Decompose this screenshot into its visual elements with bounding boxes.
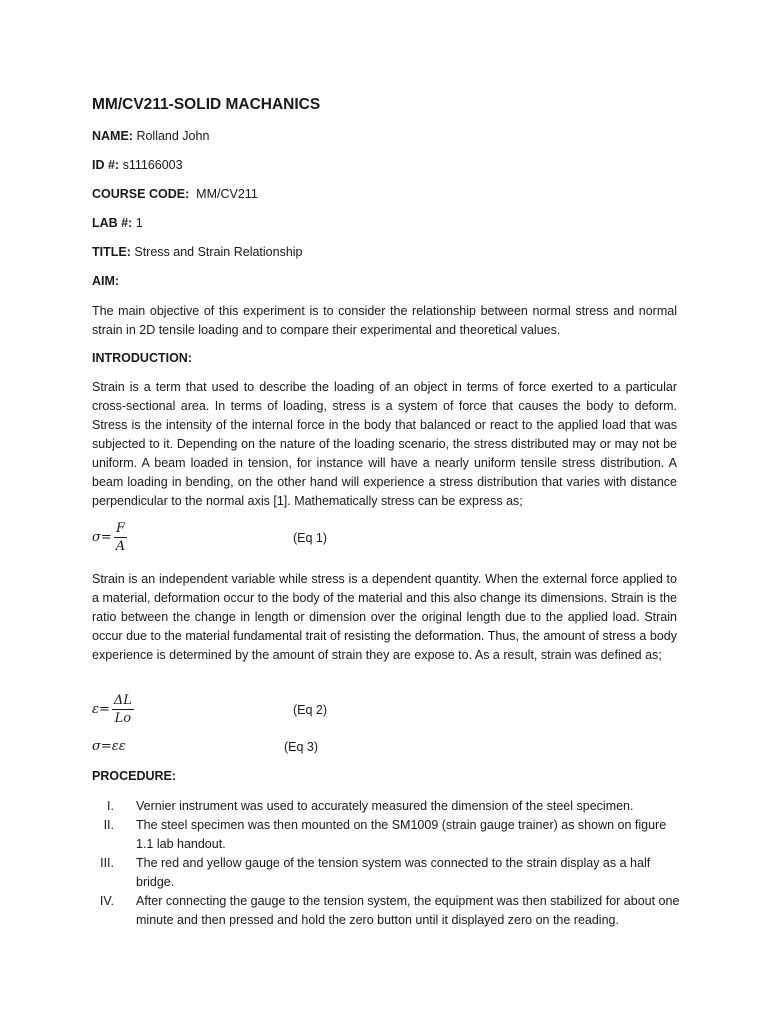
step-number: IV. <box>99 894 114 908</box>
procedure-list <box>92 797 682 930</box>
field-label: LAB #: <box>92 216 133 230</box>
numerator: ΔL <box>113 693 132 708</box>
equation-3: σ=εε <box>92 739 126 754</box>
field-title <box>92 245 303 259</box>
field-value: s11166003 <box>119 158 183 172</box>
procedure-step <box>92 797 682 816</box>
equation-2 <box>92 692 134 727</box>
equation-1 <box>92 520 127 555</box>
field-label: COURSE CODE: <box>92 187 190 201</box>
aim-heading: AIM: <box>92 274 120 288</box>
document-title: MM/CV211-SOLID MACHANICS <box>92 96 321 113</box>
field-value: Stress and Strain Relationship <box>130 245 303 259</box>
aim-paragraph: The main objective of this experiment is to consider the relationship between normal stress and normal strain in 2D tensile loading and to compare their experimental and theoretical values. <box>92 304 677 337</box>
denominator: Lo <box>114 711 132 726</box>
introduction-heading: INTRODUCTION: <box>92 351 192 365</box>
step-text: The red and yellow gauge of the tension system was connected to the strain display as a half bridge. <box>136 856 651 889</box>
introduction-paragraph: Strain is a term that used to describe the loading of an object in terms of force exerted to a particular cross-sectional area. In terms of loading, stress is a system of force that causes the body to deform. Stress is the intensity of the internal force in the body that balanced or react to the applied load that was subjected to it. Depending on the nature of the loading scenario, the stress distributed may or may not be uniform. A beam loaded in tension, for instance will have a nearly uniform tensile stress distribution. A beam loading in bending, on the other hand will experience a stress distribution that varies with distance perpendicular to the normal axis [1]. Mathematically stress can be express as; <box>92 380 677 508</box>
field-label: TITLE: <box>92 245 131 259</box>
step-number: I. <box>107 799 114 813</box>
denominator: A <box>115 539 126 554</box>
strain-paragraph: Strain is an independent variable while stress is a dependent quantity. When the external force applied to a material, deformation occur to the body of the material and this also change its dimensions. Strain is the ratio between the change in length or dimension over the original length due to the applied load. Strain occur due to the material fundamental trait of resisting the deformation. Thus, the amount of stress a body experience is determined by the amount of strain they are expose to. As a result, strain was defined as; <box>92 572 677 662</box>
fraction <box>112 692 134 727</box>
step-text: Vernier instrument was used to accurately measured the dimension of the steel specimen. <box>136 799 634 813</box>
field-course-code <box>92 187 258 201</box>
field-name <box>92 129 209 143</box>
equation-lhs: ε= <box>92 702 110 717</box>
step-number: III. <box>100 856 114 870</box>
field-value: MM/CV211 <box>189 187 258 201</box>
procedure-step <box>92 854 682 892</box>
step-text: After connecting the gauge to the tension system, the equipment was then stabilized for about one minute and then pressed and hold the zero button until it displayed zero on the reading. <box>136 894 680 927</box>
step-number: II. <box>103 818 114 832</box>
procedure-heading: PROCEDURE: <box>92 769 177 783</box>
equation-lhs: σ= <box>92 530 112 545</box>
fraction <box>114 520 127 555</box>
procedure-step <box>92 816 682 854</box>
equation-2-label: (Eq 2) <box>293 703 328 717</box>
field-label: NAME: <box>92 129 133 143</box>
equation-1-label: (Eq 1) <box>293 531 328 545</box>
procedure-step <box>92 892 682 930</box>
numerator: F <box>114 520 127 538</box>
equation-3-label: (Eq 3) <box>284 740 319 754</box>
step-text: The steel specimen was then mounted on the SM1009 (strain gauge trainer) as shown on figure 1.1 lab handout. <box>136 818 667 851</box>
field-lab <box>92 216 143 230</box>
field-label: ID #: <box>92 158 120 172</box>
field-id <box>92 158 183 172</box>
field-value: Rolland John <box>132 129 210 143</box>
field-value: 1 <box>132 216 143 230</box>
